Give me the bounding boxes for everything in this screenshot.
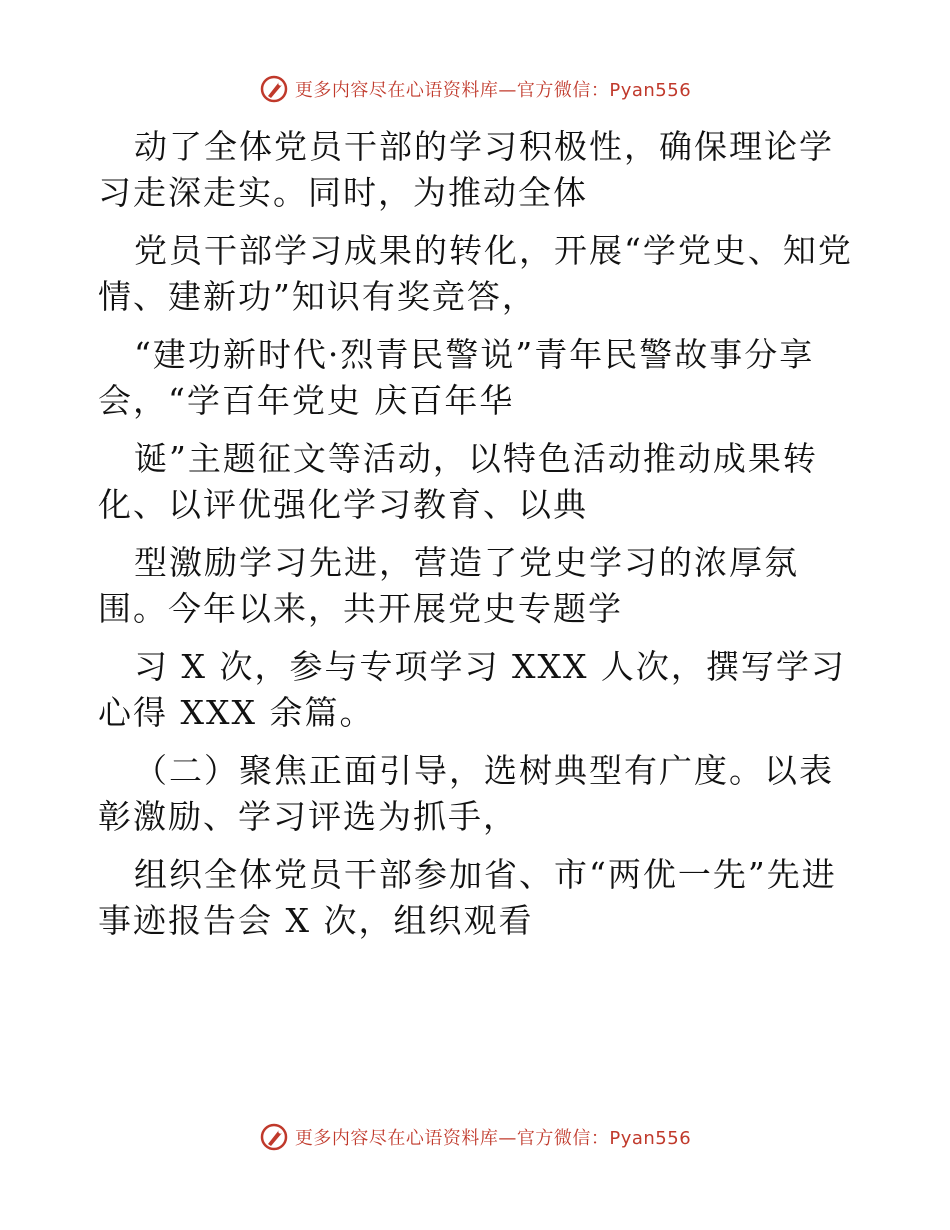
header-banner-text: 更多内容尽在心语资料库—官方微信：Pyan556: [294, 80, 692, 101]
paragraph: 诞”主题征文等活动，以特色活动推动成果转化、以评优强化学习教育、以典: [98, 439, 818, 524]
paragraph: 动了全体党员干部的学习积极性，确保理论学习走深走实。同时，为推动全体: [98, 127, 834, 212]
footer-banner-text: 更多内容尽在心语资料库—官方微信：Pyan556: [294, 1128, 692, 1149]
paragraph: （二）聚焦正面引导，选树典型有广度。以表彰激励、学习评选为抓手，: [98, 751, 834, 836]
paragraph: “建功新时代·烈青民警说”青年民警故事分享会，“学百年党史 庆百年华: [98, 335, 815, 420]
paragraph: 党员干部学习成果的转化，开展“学党史、知党情、建新功”知识有奖竞答，: [98, 231, 853, 316]
paragraph: 习 X 次，参与专项学习 XXX 人次，撰写学习心得 XXX 余篇。: [98, 647, 846, 732]
quill-logo-icon: [259, 74, 289, 104]
footer-banner: [0, 1122, 950, 1152]
paragraph: 型激励学习先进，营造了党史学习的浓厚氛围。今年以来，共开展党史专题学: [98, 543, 799, 628]
header-banner: [0, 74, 950, 104]
document-body: [98, 124, 858, 956]
paragraph: 组织全体党员干部参加省、市“两优一先”先进事迹报告会 X 次，组织观看: [98, 855, 837, 940]
quill-logo-icon: [259, 1122, 289, 1152]
